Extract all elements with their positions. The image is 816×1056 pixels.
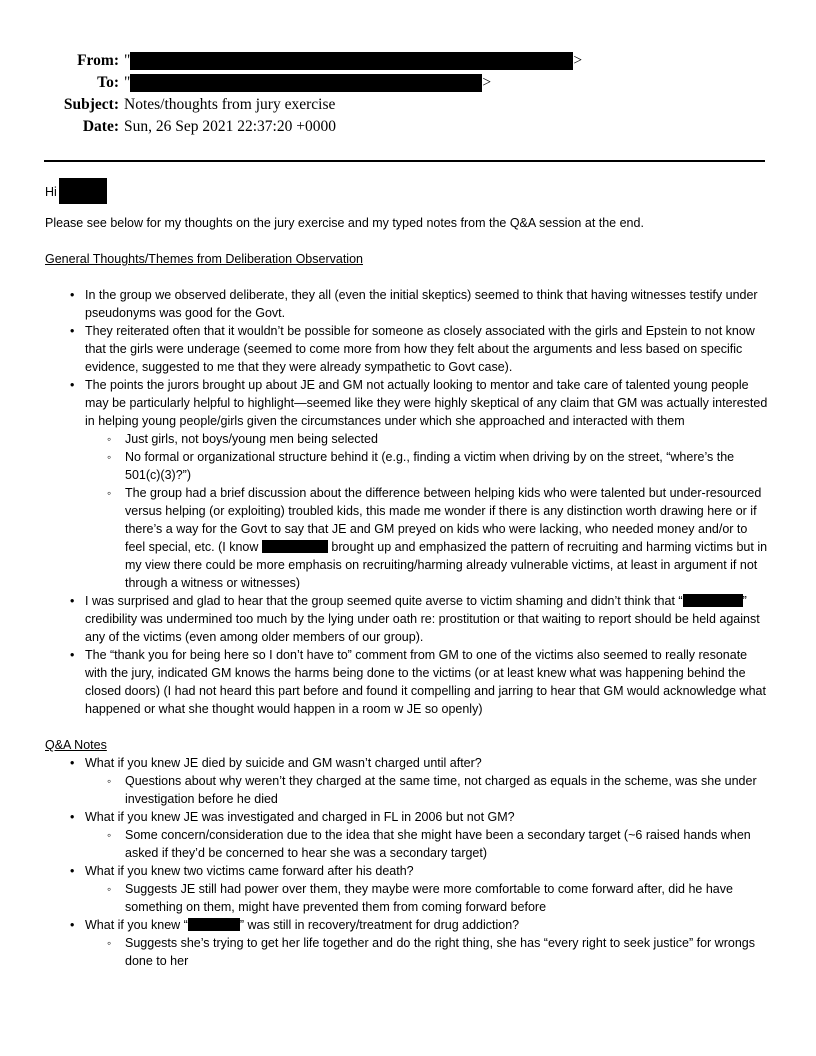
from-redaction: [130, 52, 573, 70]
qa-answer: [85, 772, 770, 808]
qa-answer: [85, 880, 770, 916]
subject-label: Subject:: [63, 96, 119, 113]
qa-answer-text: Questions about why weren’t they charged at the same time, not charged as equals in the scheme, was she under investigation before he died: [125, 774, 757, 806]
sub-list-item-text: Just girls, not boys/young men being selected: [125, 432, 378, 446]
intro-paragraph: Please see below for my thoughts on the jury exercise and my typed notes from the Q&A session at the end.: [45, 216, 644, 230]
list-item-text: They reiterated often that it wouldn’t be possible for someone as closely associated with the girls and Epstein to not know that the girls were underage (seemed to come more from how they felt about the arguments and less based on specific evidence, suggested to me that they were already sympathetic to Govt case).: [85, 324, 755, 374]
date-row: [0, 118, 816, 140]
to-bracket: >: [482, 74, 492, 91]
name-redaction: [683, 594, 743, 607]
greeting-redaction: [59, 178, 107, 204]
qa-list: [45, 754, 770, 970]
qa-heading: Q&A Notes: [45, 738, 107, 752]
name-redaction: [188, 918, 240, 931]
qa-answer-text: Some concern/consideration due to the idea that she might have been a secondary target (~6 raised hands when asked if they’d be concerned to hear she was a secondary target): [125, 828, 751, 860]
qa-question-text: What if you knew JE was investigated and charged in FL in 2006 but not GM?: [85, 810, 515, 824]
qa-question: [45, 808, 770, 862]
from-quote: ": [124, 52, 131, 69]
general-list: [45, 286, 770, 718]
qa-answer-list: [85, 826, 770, 862]
header-divider: [44, 160, 765, 162]
date-value: Sun, 26 Sep 2021 22:37:20 +0000: [124, 118, 336, 135]
from-label: From:: [77, 52, 119, 69]
list-item: [45, 376, 770, 592]
qa-answer: [85, 934, 770, 970]
qa-answer-text: Suggests she’s trying to get her life together and do the right thing, she has “every right to seek justice” for wrongs done to her: [125, 936, 755, 968]
to-quote: ": [124, 74, 131, 91]
list-item-text: In the group we observed deliberate, they all (even the initial skeptics) seemed to think that having witnesses testify under pseudonyms was good for the Govt.: [85, 288, 758, 320]
qa-answer-text: Suggests JE still had power over them, they maybe were more comfortable to come forward after, did he have something on them, might have prevented them from coming forward before: [125, 882, 733, 914]
to-row: [0, 74, 816, 96]
qa-answer: [85, 826, 770, 862]
open-quote: “: [678, 594, 683, 608]
qa-question: [45, 754, 770, 808]
date-label: Date:: [82, 118, 119, 135]
list-item-text: I was surprised and glad to hear that the group seemed quite averse to victim shaming and didn’t think that: [85, 594, 675, 608]
sub-list-item: [85, 430, 770, 448]
sub-list-item-text: The group had a brief discussion about the difference between helping kids who were talented but under-resourced versus helping (or exploiting) troubled kids, this made me wonder if there is any distinction worth drawing here or if there’s a way for the Govt to say that JE and GM preyed on kids who were lacking, who needed money and/or to feel special, etc. (I know: [125, 486, 762, 554]
greeting: [45, 178, 770, 206]
from-row: [0, 52, 816, 74]
qa-question-text-cont: ” was still in recovery/treatment for drug addiction?: [239, 918, 520, 932]
greeting-text: Hi: [45, 185, 57, 199]
name-redaction: [262, 540, 328, 553]
sub-list-item: [85, 448, 770, 484]
list-item: [45, 592, 770, 646]
qa-question-text: What if you knew JE died by suicide and GM wasn’t charged until after?: [85, 756, 482, 770]
subject-value: Notes/thoughts from jury exercise: [124, 96, 336, 113]
sub-list-item: [85, 484, 770, 592]
to-value: [124, 74, 491, 92]
sub-list: [85, 430, 770, 592]
qa-answer-list: [85, 934, 770, 970]
from-value: [124, 52, 582, 70]
qa-question-text: What if you knew “: [85, 918, 188, 932]
email-body: [45, 178, 770, 970]
qa-answer-list: [85, 772, 770, 808]
to-label: To:: [97, 74, 119, 91]
qa-answer-list: [85, 880, 770, 916]
list-item-text: The points the jurors brought up about JE and GM not actually looking to mentor and take care of talented young people may be particularly helpful to highlight—seemed like they were highly skeptical of any claim that GM was actually interested in helping young people/girls given the circumstances under which she approached and interacted with them: [85, 378, 768, 428]
from-bracket: >: [573, 52, 583, 69]
list-item: [45, 286, 770, 322]
general-heading: General Thoughts/Themes from Deliberation Observation: [45, 252, 363, 266]
qa-question-text: What if you knew two victims came forward after his death?: [85, 864, 414, 878]
qa-question: [45, 916, 770, 970]
list-item-text: The “thank you for being here so I don’t have to” comment from GM to one of the victims also seemed to really resonate with the jury, indicated GM knows the harms being done to the victims (or at least knew what was happening behind the closed doors) (I had not heard this part before and found it compelling and jarring to hear that GM would acknowledge what happened or what she thought would happen in a room w JE so openly): [85, 648, 766, 716]
list-item: [45, 646, 770, 718]
subject-row: [0, 96, 816, 118]
list-item: [45, 322, 770, 376]
sub-list-item-text-cont: brought up and emphasized the pattern of recruiting and harming victims but in my view there could be more emphasis on recruiting/harming already vulnerable victims, at least in argument if not through a witness or witnesses): [125, 540, 768, 590]
list-item-text-cont: ” credibility was undermined too much by the lying under oath re: prostitution or that waiting to report should be held against any of the victims (even among older members of our group).: [85, 594, 760, 644]
qa-question: [45, 862, 770, 916]
to-redaction: [130, 74, 482, 92]
sub-list-item-text: No formal or organizational structure behind it (e.g., finding a victim when driving by on the street, “where’s the 501(c)(3)?”): [125, 450, 735, 482]
